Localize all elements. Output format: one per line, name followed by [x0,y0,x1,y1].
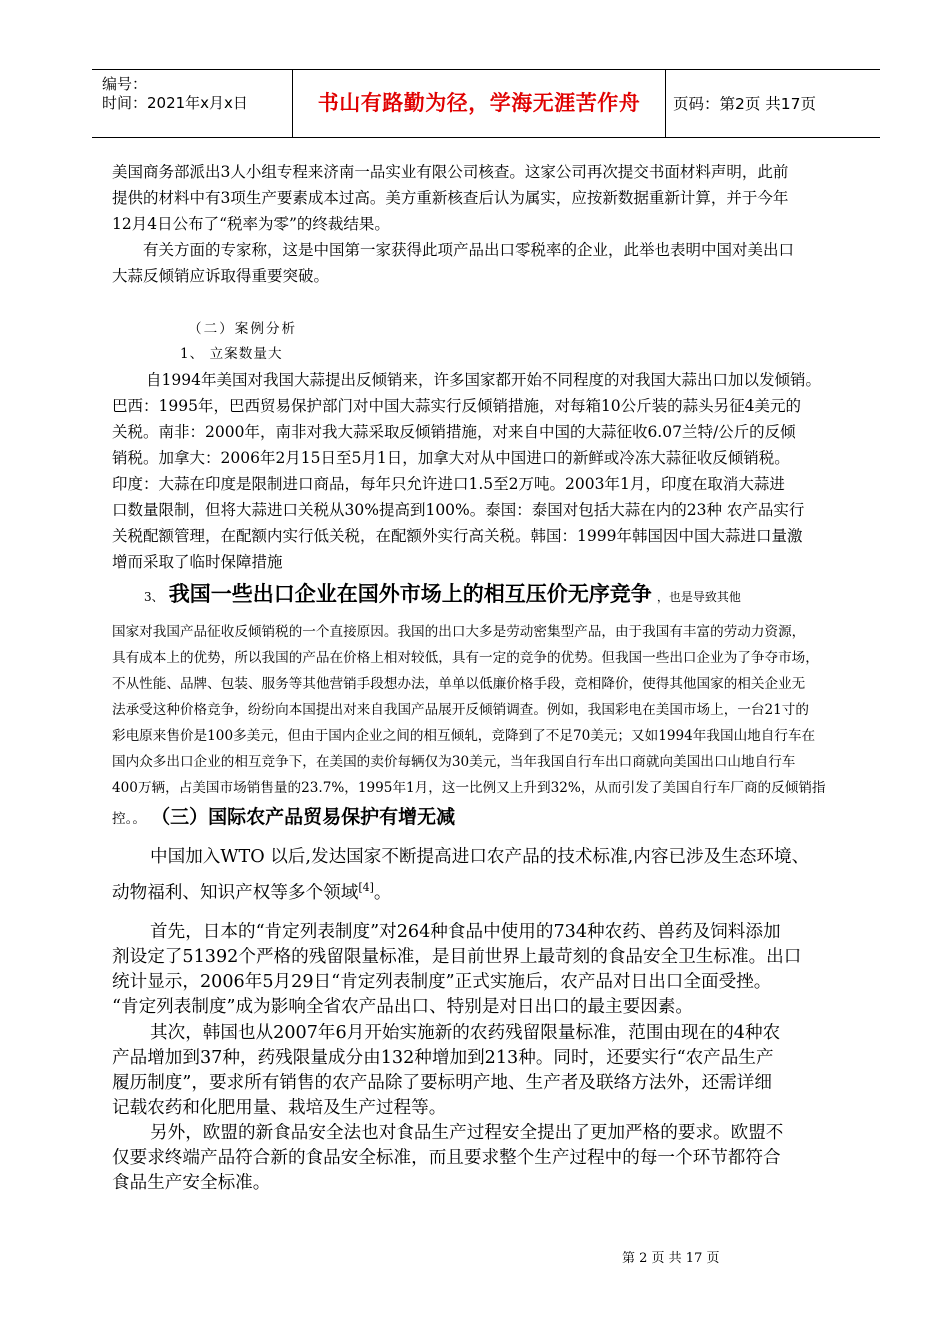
motto: 书山有路勤为径，学海无涯苦作舟 [317,91,641,115]
header-motto-cell [292,70,666,137]
text-line: 提供的材料中有3项生产要素成本过高。美方重新核查后认为属实，应按新数据重新计算，并于今年 [112,189,789,207]
text-line: 剂设定了51392个严格的残留限量标准，是目前世界上最苛刻的食品安全卫生标准。出口 [112,947,802,967]
citation: [4] [358,881,374,895]
text-line: 销税。加拿大：2006年2月15日至5月1日，加拿大对从中国进口的新鲜或冷冻大蒜征收反倾销税。 [112,449,790,467]
section-heading-case: （二）案例分析 [188,321,298,337]
text-line: 增而采取了临时保障措施 [112,553,283,571]
text-line: 印度：大蒜在印度是限制进口商品，每年只允许进口1.5至2万吨。2003年1月，印度在取消大蒜进 [112,475,785,493]
text-line: 大蒜反倾销应诉取得重要突破。 [112,267,330,285]
text-line: “肯定列表制度”成为影响全省农产品出口、特别是对日出口的最主要因素。 [112,997,693,1017]
text-line: 有关方面的专家称，这是中国第一家获得此项产品出口零税率的企业，此举也表明中国对美出口 [143,241,795,259]
text-line: 12月4日公布了“税率为零”的终裁结果。 [112,215,390,233]
item-3-tail: ，也是导致其他 [656,590,741,604]
text-line: 关税。南非：2000年，南非对我大蒜采取反倾销措施，对来自中国的大蒜征收6.07兰特/公斤的反倾 [112,423,796,441]
section-heading-3-line [112,802,455,829]
text-line: 记载农药和化肥用量、栽培及生产过程等。 [112,1098,447,1118]
item-heading-3 [144,578,741,608]
text-line: 食品生产安全标准。 [112,1173,271,1193]
item-3-title: 我国一些出口企业在国外市场上的相互压价无序竞争 [168,582,652,606]
item-3-number: 3、 [144,590,164,604]
text-line: 不从性能、品牌、包装、服务等其他营销手段想办法，单单以低廉价格手段，竞相降价，使得其他国家的相关企业无 [112,676,806,692]
text-line: 巴西：1995年，巴西贸易保护部门对中国大蒜实行反倾销措施，对每箱10公斤装的蒜头另征4美元的 [112,397,802,415]
text-line: 国内众多出口企业的相互竞争下，在美国的卖价每辆仅为30美元，当年我国自行车出口商就向美国出口山地自行车 [112,754,796,770]
serial-label: 编号： [102,75,148,93]
para5-text: 动物福利、知识产权等多个领域 [112,883,359,903]
text-line: 统计显示，2006年5月29日“肯定列表制度”正式实施后，农产品对日出口全面受挫。 [112,972,772,992]
text-line: 关税配额管理，在配额内实行低关税，在配额外实行高关税。韩国：1999年韩国因中国大蒜进口量激 [112,527,803,545]
para4-end: 控。。 [112,811,146,827]
text-line: 法承受这种价格竞争，纷纷向本国提出对来自我国产品展开反倾销调查。例如，我国彩电在美国市场上，一台21寸的 [112,702,809,718]
text-line: 履历制度”，要求所有销售的农产品除了要标明产地、生产者及联络方法外，还需详细 [112,1073,772,1093]
text-line: 具有成本上的优势，所以我国的产品在价格上相对较低，具有一定的竞争的优势。但我国一些出口企业为了争夺市场， [112,650,819,666]
header-right-cell [665,70,880,137]
footer-page-number: 第 2 页 共 17 页 [622,1251,720,1266]
text-line [112,879,392,904]
text-line: 400万辆，占美国市场销售量的23.7%，1995年1月，这一比例又上升到32%，从而引发了美国自行车厂商的反倾销指 [112,780,826,796]
header-left-cell [92,70,292,137]
text-line: 彩电原来售价是100多美元，但由于国内企业之间的相互倾轧，竞降到了不足70美元；又如1994年我国山地自行车在 [112,728,816,744]
text-line: 自1994年美国对我国大蒜提出反倾销来，许多国家都开始不同程度的对我国大蒜出口加以发倾销。 [146,371,821,389]
text-line: 另外，欧盟的新食品安全法也对食品生产过程安全提出了更加严格的要求。欧盟不 [150,1123,784,1143]
text-line: 口数量限制，但将大蒜进口关税从30%提高到100%。泰国：泰国对包括大蒜在内的23种 农产品实行 [112,501,805,519]
text-line: 仅要求终端产品符合新的食品安全标准，而且要求整个生产过程中的每一个环节都符合 [112,1148,781,1168]
page-header [92,69,880,138]
para5-end: 。 [373,883,392,903]
text-line: 产品增加到37种，药残限量成分由132种增加到213种。同时，还要实行“农产品生产 [112,1048,774,1068]
page-label: 页码：第2页 共17页 [673,95,817,113]
text-line: 其次，韩国也从2007年6月开始实施新的农药残留限量标准，范围由现在的4种农 [150,1023,781,1043]
time-label: 时间：2021年x月x日 [102,94,248,112]
section-heading-3: （三）国际农产品贸易保护有增无减 [151,806,456,828]
text-line: 中国加入WTO 以后,发达国家不断提高进口农产品的技术标准,内容已涉及生态环境、 [150,847,810,867]
text-line: 首先，日本的“肯定列表制度”对264种食品中使用的734种农药、兽药及饲料添加 [150,922,781,942]
text-line: 国家对我国产品征收反倾销税的一个直接原因。我国的出口大多是劳动密集型产品，由于我国有丰富的劳动力资源， [112,624,806,640]
item-heading-1: 1、 立案数量大 [180,346,283,362]
text-line: 美国商务部派出3人小组专程来济南一品实业有限公司核查。这家公司再次提交书面材料声明，此前 [112,163,789,181]
